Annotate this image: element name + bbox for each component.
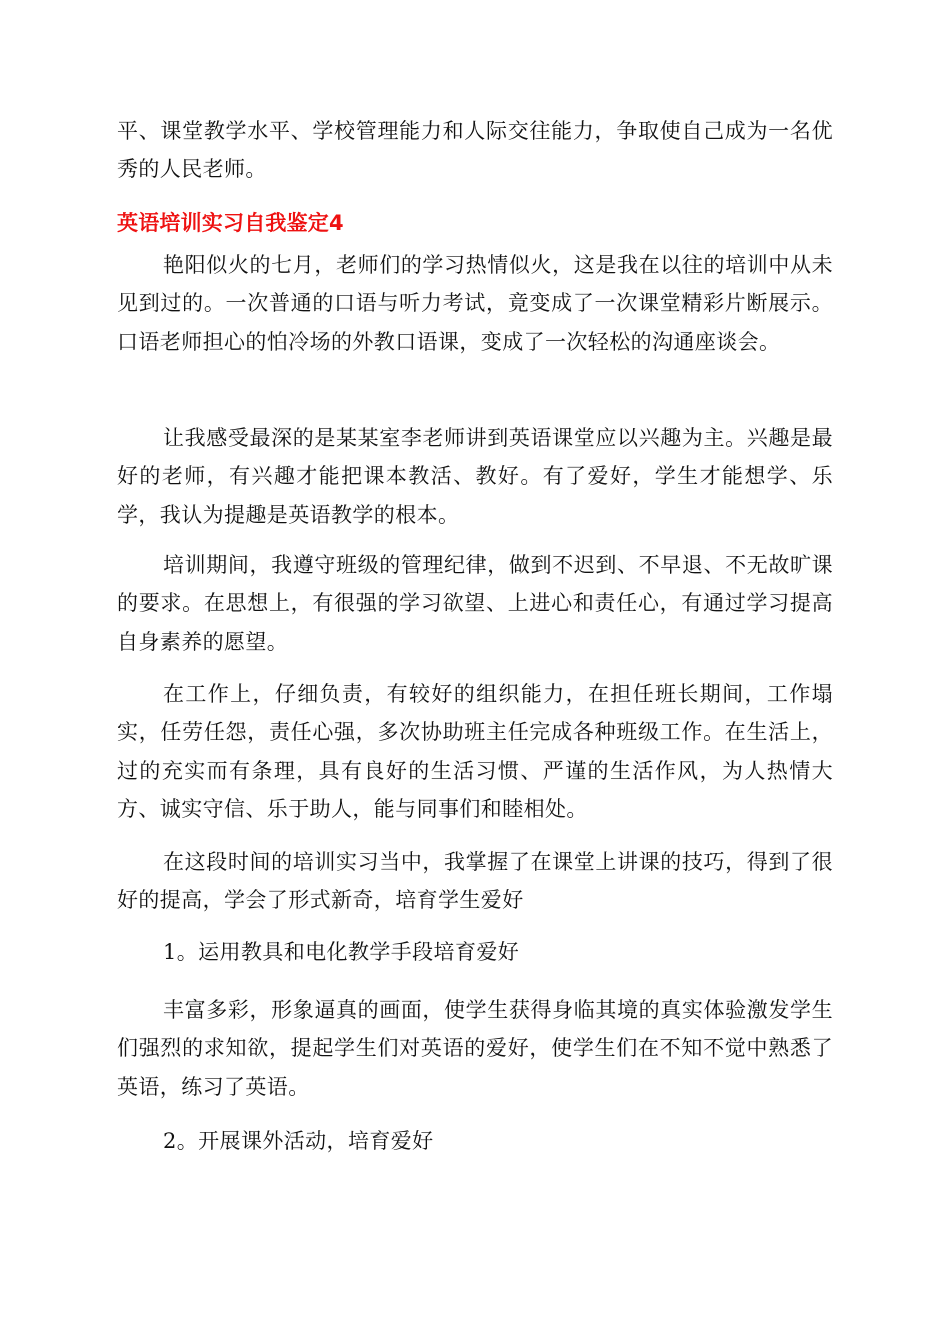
paragraph-1: 艳阳似火的七月，老师们的学习热情似火，这是我在以往的培训中从未见到过的。一次普通的口语与听力考试，竟变成了一次课堂精彩片断展示。口语老师担心的怕冷场的外教口语课，变成了一次轻松的沟通座谈会。 — [117, 253, 833, 354]
list-item-1: 1。运用教具和电化教学手段培育爱好 — [163, 940, 520, 964]
section-heading: 英语培训实习自我鉴定4 — [117, 211, 344, 235]
list-item-2: 2。开展课外活动，培育爱好 — [163, 1129, 434, 1153]
paragraph-2: 让我感受最深的是某某室李老师讲到英语课堂应以兴趣为主。兴趣是最好的老师，有兴趣才能把课本教活、教好。有了爱好，学生才能想学、乐学，我认为提趣是英语教学的根本。 — [117, 426, 833, 527]
paragraph-5: 在这段时间的培训实习当中，我掌握了在课堂上讲课的技巧，得到了很好的提高，学会了形式新奇，培育学生爱好 — [117, 850, 833, 913]
paragraph-3: 培训期间，我遵守班级的管理纪律，做到不迟到、不早退、不无故旷课的要求。在思想上，有很强的学习欲望、上进心和责任心，有通过学习提高自身素养的愿望。 — [117, 553, 833, 654]
continuation-paragraph: 平、课堂教学水平、学校管理能力和人际交往能力，争取使自己成为一名优秀的人民老师。 — [117, 119, 833, 182]
paragraph-6: 丰富多彩，形象逼真的画面，使学生获得身临其境的真实体验激发学生们强烈的求知欲，提起学生们对英语的爱好，使学生们在不知不觉中熟悉了英语，练习了英语。 — [117, 998, 833, 1099]
paragraph-4: 在工作上，仔细负责，有较好的组织能力，在担任班长期间，工作塌实，任劳任怨，责任心强，多次协助班主任完成各种班级工作。在生活上，过的充实而有条理，具有良好的生活习惯、严谨的生活作风，为人热情大方、诚实守信、乐于助人，能与同事们和睦相处。 — [117, 682, 833, 821]
